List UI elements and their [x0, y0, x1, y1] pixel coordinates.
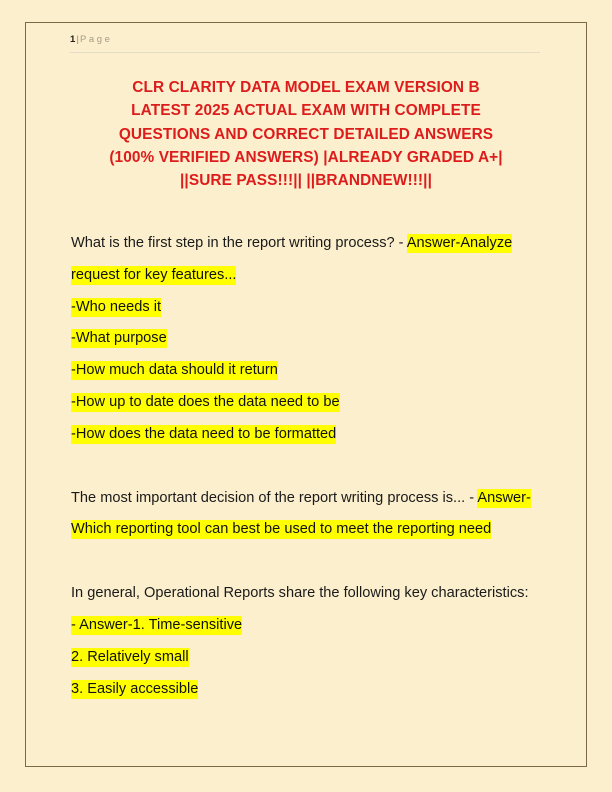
- document-title: [56, 76, 556, 192]
- bullet-line: [71, 674, 533, 706]
- bullet-highlight: -Who needs it: [71, 298, 162, 315]
- block-spacer: [71, 546, 533, 578]
- bullet-highlight: 3. Easily accessible: [71, 680, 199, 697]
- question-text: What is the first step in the report writing process? -: [71, 235, 404, 251]
- header-page-word: Page: [79, 34, 113, 45]
- bullet-line: [71, 323, 533, 355]
- header-divider: [70, 52, 540, 53]
- bullet-highlight: 2. Relatively small: [71, 648, 189, 665]
- bullet-line: [71, 419, 533, 451]
- qa-block-3: [71, 578, 533, 705]
- bullet-highlight: -How up to date does the data need to be: [71, 393, 340, 410]
- header-separator: |: [76, 34, 79, 45]
- title-line-3: QUESTIONS AND CORRECT DETAILED ANSWERS: [118, 125, 494, 143]
- question-answer-line: [71, 228, 533, 292]
- answer-highlight: - Answer-1. Time-sensitive: [71, 616, 243, 633]
- running-header: [70, 33, 540, 53]
- question-text: The most important decision of the report writing process is... -: [71, 489, 475, 506]
- question-text: In general, Operational Reports share the following key characteristics:: [71, 585, 529, 602]
- answer-highlight: Answer-Analyze request for key features...: [71, 235, 513, 283]
- bullet-line: [71, 355, 533, 387]
- header-page-number: 1: [70, 34, 76, 45]
- title-line-4: (100% VERIFIED ANSWERS) |ALREADY GRADED A+|: [109, 148, 503, 166]
- bullet-highlight: -What purpose: [71, 330, 167, 347]
- question-answer-line: [71, 483, 533, 547]
- qa-block-1: [71, 228, 533, 451]
- title-line-2: LATEST 2025 ACTUAL EXAM WITH COMPLETE: [131, 102, 481, 120]
- bullet-line: [71, 642, 533, 674]
- bullet-line: [71, 387, 533, 419]
- question-answer-line: [71, 578, 533, 642]
- block-spacer: [71, 451, 533, 483]
- bullet-highlight: -How does the data need to be formatted: [71, 425, 337, 442]
- qa-block-2: [71, 483, 533, 547]
- header-line: [70, 33, 540, 47]
- title-line-5: ||SURE PASS!!!|| ||BRANDNEW!!!||: [180, 172, 432, 190]
- bullet-highlight: -How much data should it return: [71, 362, 278, 379]
- bullet-line: [71, 292, 533, 324]
- title-line-1: CLR CLARITY DATA MODEL EXAM VERSION B: [132, 79, 480, 96]
- document-body: [71, 228, 533, 705]
- answer-highlight: Answer-Which reporting tool can best be used to meet the reporting need: [71, 489, 531, 538]
